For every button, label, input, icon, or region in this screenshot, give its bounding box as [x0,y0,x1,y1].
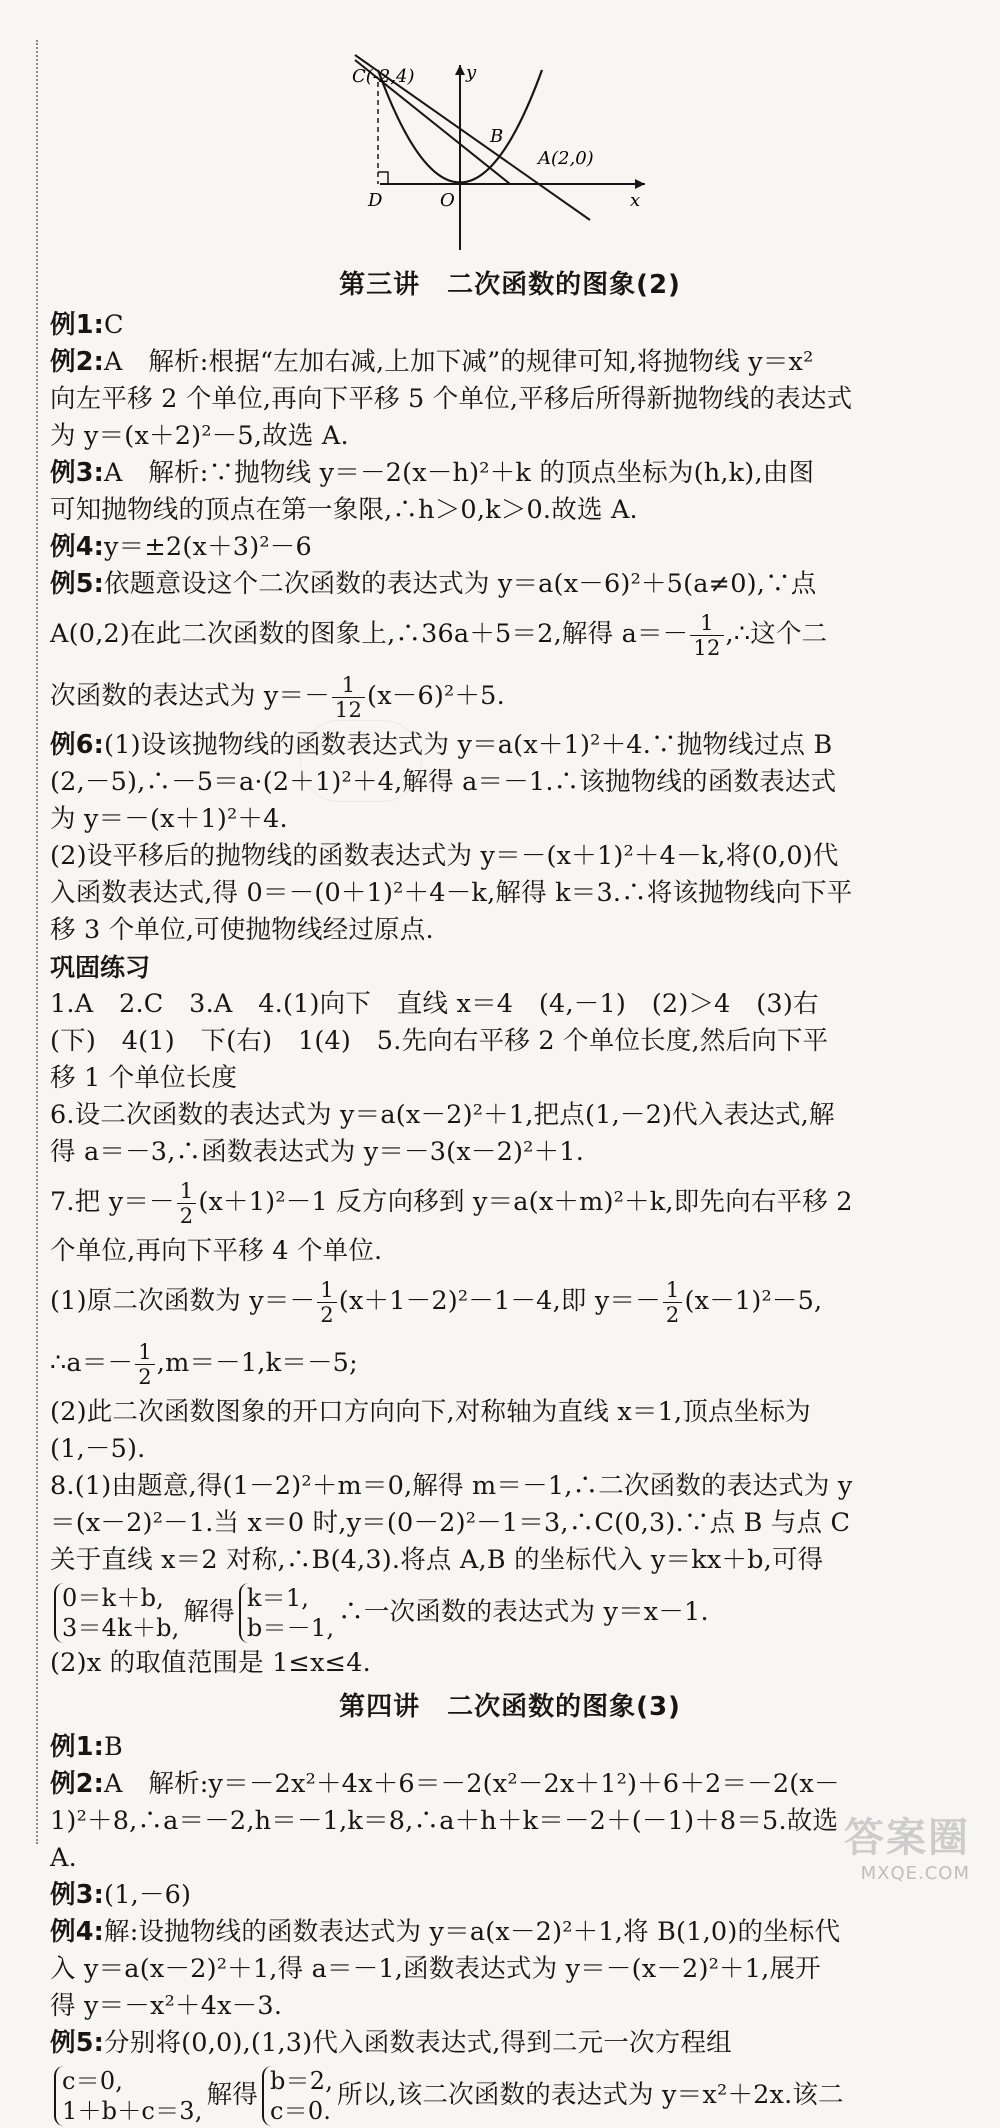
s3-example6-line1 [50,727,970,764]
equation-system-2 [239,1583,334,1643]
sys4-eq1: b＝2, [269,2067,334,2095]
fraction-half-c [663,1278,683,1327]
s3-ex1-label: 例1: [50,310,105,340]
sys4-eq2: c＝0. [269,2097,332,2125]
margin-rule [36,40,38,1844]
frac-den: 12 [690,635,723,660]
practice-q7-line2: 个单位,再向下平移 4 个单位. [50,1236,383,1266]
s4-example4-line3: 得 y＝－x²＋4x－3. [50,1991,283,2021]
parabola-figure [352,60,660,260]
frac-num: 1 [138,1339,152,1364]
s3-ex5-text1: 依题意设这个二次函数的表达式为 y＝a(x－6)²＋5(a≠0),∵点 [104,569,817,599]
x-axis-arrow [635,179,645,189]
s3-example2-line1 [50,344,970,381]
sys2-eq1: k＝1, [246,1584,310,1612]
s3-example4 [50,529,970,566]
practice-line2: (下) 4(1) 下(右) 1(4) 5.先向右平移 2 个单位长度,然后向下平 [50,1026,829,1056]
sys3-eq1: c＝0, [62,2067,124,2095]
s4-ex3-text: (1,－6) [104,1880,192,1910]
q7-text4a: ∴a＝－ [50,1348,134,1378]
frac-den: 2 [317,1302,337,1327]
practice-q6-line1: 6.设二次函数的表达式为 y＝a(x－2)²＋1,把点(1,－2)代入表达式,解 [50,1100,835,1130]
s3-example6-line4: (2)设平移后的抛物线的函数表达式为 y＝－(x＋1)²＋4－k,将(0,0)代 [50,841,839,871]
s3-ex6-text1: (1)设该抛物线的函数表达式为 y＝a(x＋1)²＋4.∵抛物线过点 B [104,730,833,760]
practice-q7-line3 [50,1270,970,1332]
q7-text3a: (1)原二次函数为 y＝－ [50,1286,316,1316]
fraction-1-12 [690,611,723,660]
q7-text1b: (x＋1)²－1 反方向移到 y＝a(x＋m)²＋k,即先向右平移 2 [198,1187,853,1217]
s3-ex4-text: y＝±2(x＋3)²－6 [104,532,312,562]
practice-q8-line4 [50,1579,970,1645]
s3-ex5-label: 例5: [50,569,105,599]
s3-example6-line2: (2,－5),∴－5＝a·(2＋1)²＋4,解得 a＝－1.∴该抛物线的函数表达式 [50,767,837,797]
practice-q7-line1 [50,1171,970,1233]
s3-ex2-text1: A 解析:根据“左加右减,上加下减”的规律可知,将抛物线 y＝x² [104,347,814,377]
frac-num: 1 [665,1277,680,1302]
s4-ex2-text1: A 解析:y＝－2x²＋4x＋6＝－2(x²－2x＋1²)＋6＋2＝－2(x－ [104,1769,840,1799]
practice-q7-line5: (2)此二次函数图象的开口方向向下,对称轴为直线 x＝1,顶点坐标为 [50,1397,811,1427]
s3-ex5-text3a: 次函数的表达式为 y＝－ [50,681,330,711]
equation-system-3 [54,2066,203,2126]
fraction-half-d [135,1340,155,1389]
s4-example2-line3: A. [50,1843,77,1873]
s4-example4-line1 [50,1914,970,1951]
s4-ex1-text: B [104,1732,123,1762]
q7-text1a: 7.把 y＝－ [50,1187,175,1217]
site-watermark [810,1806,970,1884]
fraction-half-b [317,1278,337,1327]
frac-num: 1 [320,1277,334,1302]
sys1-eq2: 3＝4k＋b, [62,1614,180,1642]
sys2-eq2: b＝－1, [246,1614,335,1642]
s4-example5-line2 [50,2062,970,2128]
s3-ex3-text1: A 解析:∵抛物线 y＝－2(x－h)²＋k 的顶点坐标为(h,k),由图 [104,458,815,488]
s4-ex2-label: 例2: [50,1769,105,1799]
fraction-1-12-b [332,673,365,722]
s3-example5-line3 [50,665,970,727]
right-angle-mark [378,172,388,184]
frac-num: 1 [179,1178,194,1203]
practice-heading: 巩固练习 [50,953,151,982]
s3-example6-line3: 为 y＝－(x＋1)²＋4. [50,804,288,834]
label-c: C(-2,4) [352,66,415,87]
practice-q8-line3: 关于直线 x＝2 对称,∴B(4,3).将点 A,B 的坐标代入 y＝kx＋b,可得 [50,1545,824,1575]
s3-example5-line1 [50,566,970,603]
practice-line1: 1.A 2.C 3.A 4.(1)向下 直线 x＝4 (4,－1) (2)＞4 (3)右 [50,989,819,1019]
s3-ex3-label: 例3: [50,458,105,488]
s3-ex6-label: 例6: [50,730,105,760]
watermark-url: MXQE.COM [860,1863,970,1884]
s4-example2-line2: 1)²＋8,∴a＝－2,h＝－1,k＝8,∴a＋h＋k＝－2＋(－1)＋8＝5.故选 [50,1806,839,1836]
practice-q8-line2: ＝(x－2)²－1.当 x＝0 时,y＝(0－2)²－1＝3,∴C(0,3).∵点 B 与点 C [50,1508,851,1538]
label-b: B [490,126,504,147]
practice-q7-line4 [50,1332,970,1394]
practice-q8-line5: (2)x 的取值范围是 1≤x≤4. [50,1648,371,1678]
s3-example3-line1 [50,455,970,492]
practice-q8-line1: 8.(1)由题意,得(1－2)²＋m＝0,解得 m＝－1,∴二次函数的表达式为 y [50,1471,853,1501]
s3-ex5-text2a: A(0,2)在此二次函数的图象上,∴36a＋5＝2,解得 a＝－ [50,619,689,649]
s4-ex5-tail: 所以,该二次函数的表达式为 y＝x²＋2x.该二 [337,2080,844,2110]
fraction-half [177,1179,197,1228]
s3-example6-line5: 入函数表达式,得 0＝－(0＋1)²＋4－k,解得 k＝3.∴将该抛物线向下平 [50,878,853,908]
section3-title: 第三讲 二次函数的图象(2) [339,270,681,300]
s3-ex5-text3b: (x－6)²＋5. [367,681,505,711]
sys1-eq1: 0＝k＋b, [62,1584,165,1612]
s4-ex5-label: 例5: [50,2028,105,2058]
s3-ex1-text: C [104,310,124,340]
label-a: A(2,0) [538,148,594,169]
q7-text4b: ,m＝－1,k＝－5; [156,1348,358,1378]
q8-solve-word: 解得 [183,1597,235,1627]
s4-ex3-label: 例3: [50,1880,105,1910]
label-o: O [440,190,455,211]
q8-tail: ∴一次函数的表达式为 y＝x－1. [338,1597,709,1627]
equation-system-4 [262,2066,333,2126]
s4-example2-line1 [50,1766,970,1803]
frac-den: 12 [332,697,365,722]
frac-num: 1 [341,672,356,697]
s4-ex1-label: 例1: [50,1732,105,1762]
s3-example6-line6: 移 3 个单位,可使抛物线经过原点. [50,915,434,945]
s4-example5-line1 [50,2025,970,2062]
sys3-eq2: 1＋b＋c＝3, [62,2097,203,2125]
frac-den: 2 [177,1203,197,1228]
practice-q6-line2: 得 a＝－3,∴函数表达式为 y＝－3(x－2)²＋1. [50,1137,585,1167]
s3-example1 [50,307,970,344]
s3-example3-line2: 可知抛物线的顶点在第一象限,∴h＞0,k＞0.故选 A. [50,495,638,525]
s4-example4-line2: 入 y＝a(x－2)²＋1,得 a＝－1,函数表达式为 y＝－(x－2)²＋1,展开 [50,1954,821,1984]
s4-ex4-text1: 解:设抛物线的函数表达式为 y＝a(x－2)²＋1,将 B(1,0)的坐标代 [104,1917,841,1947]
s4-ex5-solve-word: 解得 [206,2080,258,2110]
s3-ex2-label: 例2: [50,347,105,377]
s3-ex4-label: 例4: [50,532,105,562]
practice-q7-line6: (1,－5). [50,1434,146,1464]
s4-example1 [50,1729,970,1766]
s3-ex5-text2b: ,∴这个二 [725,619,828,649]
y-axis-arrow [455,65,465,75]
faint-stamp-mark [300,720,422,802]
frac-num: 1 [700,610,714,635]
q7-text3c: (x－1)²－5, [684,1286,823,1316]
parabola-graph [352,60,660,260]
s3-example5-line2 [50,603,970,665]
s3-example2-line2: 向左平移 2 个单位,再向下平移 5 个单位,平移后所得新抛物线的表达式 [50,384,853,414]
frac-den: 2 [135,1364,155,1389]
s3-example2-line3: 为 y＝(x＋2)²－5,故选 A. [50,421,349,451]
watermark-logo: 答案圈 [844,1815,970,1861]
s4-ex4-label: 例4: [50,1917,105,1947]
s4-ex5-text1: 分别将(0,0),(1,3)代入函数表达式,得到二元一次方程组 [104,2028,732,2058]
equation-system-1 [54,1583,179,1643]
frac-den: 2 [663,1302,683,1327]
section4-title: 第四讲 二次函数的图象(3) [339,1692,681,1722]
q7-text3b: (x＋1－2)²－1－4,即 y＝－ [338,1286,661,1316]
practice-line3: 移 1 个单位长度 [50,1063,238,1093]
label-y: y [466,62,477,83]
label-d: D [368,190,383,211]
label-x: x [630,190,641,211]
